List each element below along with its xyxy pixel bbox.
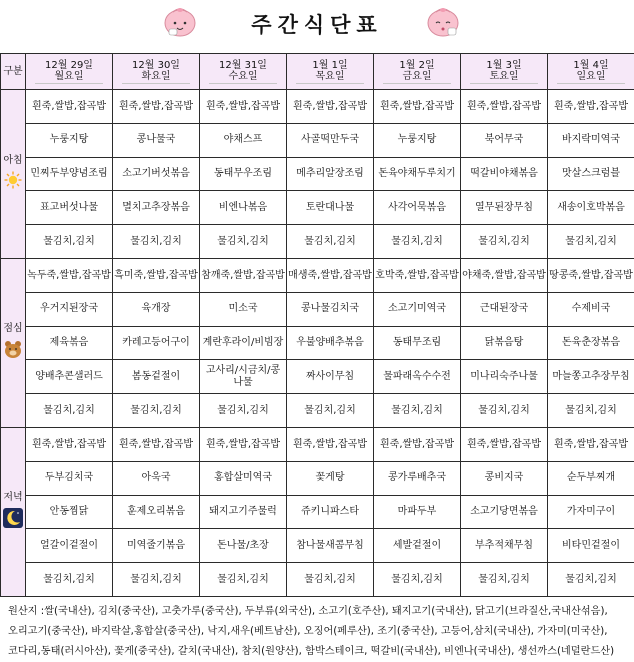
bear-icon (3, 351, 23, 362)
menu-cell: 토란대나물 (287, 191, 374, 225)
origin-line: 코다리,동태(러시아산), 꽃게(중국산), 갈치(국내산), 참치(원양산), 함박스테이크, 떡갈비(국내산), 비엔나(국내산), 생선까스(네덜란드산) (8, 642, 634, 662)
menu-cell: 순두부찌개 (548, 461, 634, 495)
menu-cell: 물김치,김치 (461, 225, 548, 259)
day-weekday: 금요일 (383, 71, 451, 84)
menu-cell: 물김치,김치 (461, 563, 548, 597)
menu-cell: 흰죽,쌀밥,잡곡밥 (200, 427, 287, 461)
menu-cell: 마늘쫑고추장무침 (548, 360, 634, 394)
origin-info (8, 602, 634, 662)
menu-cell: 사골떡만두국 (287, 123, 374, 157)
menu-cell: 떡갈비야채볶음 (461, 157, 548, 191)
menu-cell: 땅콩죽,쌀밥,잡곡밥 (548, 258, 634, 292)
menu-cell: 물김치,김치 (200, 225, 287, 259)
menu-cell: 물김치,김치 (26, 394, 113, 428)
menu-cell: 돼지고기주물럭 (200, 495, 287, 529)
menu-cell: 고사리/시금치/콩나물 (200, 360, 287, 394)
peach-face-icon (426, 4, 460, 38)
menu-cell: 수제비국 (548, 292, 634, 326)
page-title: 주간식단표 (0, 9, 634, 39)
day-date: 12월 29일 (27, 60, 111, 72)
menu-cell: 누룽지탕 (26, 123, 113, 157)
menu-cell: 흰죽,쌀밥,잡곡밥 (548, 427, 634, 461)
menu-cell: 물김치,김치 (374, 563, 461, 597)
menu-cell: 흰죽,쌀밥,잡곡밥 (374, 90, 461, 124)
menu-row (1, 191, 634, 225)
menu-cell: 매생죽,쌀밥,잡곡밥 (287, 258, 374, 292)
menu-cell: 짜사이무침 (287, 360, 374, 394)
menu-cell: 콩가루배추국 (374, 461, 461, 495)
menu-cell: 흰죽,쌀밥,잡곡밥 (26, 427, 113, 461)
day-header (374, 54, 461, 90)
menu-cell: 참나물새콤무침 (287, 529, 374, 563)
menu-cell: 부추적채무침 (461, 529, 548, 563)
day-weekday: 토요일 (470, 71, 538, 84)
menu-cell: 맛살스크럼블 (548, 157, 634, 191)
menu-cell: 양배추콘샐러드 (26, 360, 113, 394)
menu-row (1, 90, 634, 124)
menu-cell: 흰죽,쌀밥,잡곡밥 (374, 427, 461, 461)
day-date: 1월 2일 (375, 60, 459, 72)
menu-cell: 흰죽,쌀밥,잡곡밥 (200, 90, 287, 124)
menu-cell: 물김치,김치 (26, 225, 113, 259)
day-weekday: 수요일 (209, 71, 277, 84)
menu-cell: 물김치,김치 (113, 563, 200, 597)
menu-cell: 우거지된장국 (26, 292, 113, 326)
menu-cell: 마파두부 (374, 495, 461, 529)
menu-row (1, 495, 634, 529)
menu-cell: 계란후라이/비빔장 (200, 326, 287, 360)
menu-cell: 새송이호박볶음 (548, 191, 634, 225)
header-row (1, 54, 634, 90)
menu-cell: 열무된장무침 (461, 191, 548, 225)
menu-cell: 미역줄기볶음 (113, 529, 200, 563)
meal-label-cell (1, 427, 26, 596)
meal-name: 저녁 (2, 492, 24, 504)
menu-cell: 물김치,김치 (287, 394, 374, 428)
header-label: 구분 (1, 54, 26, 90)
menu-cell: 물김치,김치 (200, 563, 287, 597)
day-header (200, 54, 287, 90)
menu-cell: 물파래옥수수전 (374, 360, 461, 394)
menu-row (1, 326, 634, 360)
menu-cell: 흰죽,쌀밥,잡곡밥 (113, 90, 200, 124)
menu-cell: 흰죽,쌀밥,잡곡밥 (461, 90, 548, 124)
page-header (0, 0, 634, 47)
meal-name: 점심 (2, 323, 24, 335)
day-date: 1월 4일 (549, 60, 633, 72)
day-weekday: 월요일 (35, 71, 103, 84)
menu-cell: 흰죽,쌀밥,잡곡밥 (113, 427, 200, 461)
menu-cell: 녹두죽,쌀밥,잡곡밥 (26, 258, 113, 292)
menu-cell: 우불양배추볶음 (287, 326, 374, 360)
sun-icon (4, 181, 22, 192)
menu-cell: 물김치,김치 (113, 225, 200, 259)
menu-cell: 멸치고추장볶음 (113, 191, 200, 225)
menu-row (1, 461, 634, 495)
menu-cell: 물김치,김치 (461, 394, 548, 428)
menu-cell: 아욱국 (113, 461, 200, 495)
menu-cell: 야채스프 (200, 123, 287, 157)
day-weekday: 화요일 (122, 71, 190, 84)
moon-icon (3, 520, 23, 531)
day-header (26, 54, 113, 90)
menu-cell: 쥬키니파스타 (287, 495, 374, 529)
menu-cell: 소고기당면볶음 (461, 495, 548, 529)
menu-row (1, 563, 634, 597)
origin-line: 오리고기(중국산), 바지락살,홍합살(중국산), 낙지,새우(베트남산), 오징어(페루산), 조기(중국산), 고등어,삼치(국내산), 가자미(미국산), (8, 622, 634, 642)
menu-cell: 제육볶음 (26, 326, 113, 360)
menu-cell: 물김치,김치 (548, 394, 634, 428)
day-header (113, 54, 200, 90)
menu-cell: 봄동겉절이 (113, 360, 200, 394)
menu-cell: 물김치,김치 (548, 563, 634, 597)
menu-cell: 콩비지국 (461, 461, 548, 495)
menu-cell: 흰죽,쌀밥,잡곡밥 (287, 90, 374, 124)
menu-cell: 동태무조림 (374, 326, 461, 360)
menu-cell: 흰죽,쌀밥,잡곡밥 (287, 427, 374, 461)
menu-row (1, 292, 634, 326)
menu-cell: 소고기미역국 (374, 292, 461, 326)
menu-row (1, 123, 634, 157)
menu-cell: 흰죽,쌀밥,잡곡밥 (548, 90, 634, 124)
menu-cell: 가자미구이 (548, 495, 634, 529)
menu-row (1, 225, 634, 259)
menu-cell: 물김치,김치 (548, 225, 634, 259)
day-date: 12월 31일 (201, 60, 285, 72)
origin-line: 원산지 :쌀(국내산), 김치(중국산), 고춧가루(중국산), 두부류(외국산), 소고기(호주산), 돼지고기(국내산), 닭고기(브라질산,국내산섞음), (8, 602, 634, 622)
menu-cell: 육개장 (113, 292, 200, 326)
menu-cell: 바지락미역국 (548, 123, 634, 157)
menu-cell: 민찌두부양념조림 (26, 157, 113, 191)
menu-row (1, 394, 634, 428)
menu-row (1, 529, 634, 563)
menu-cell: 훈제오리볶음 (113, 495, 200, 529)
menu-cell: 물김치,김치 (200, 394, 287, 428)
menu-cell: 콩나물김치국 (287, 292, 374, 326)
menu-cell: 얼갈이겉절이 (26, 529, 113, 563)
menu-cell: 북어무국 (461, 123, 548, 157)
menu-cell: 꽃게탕 (287, 461, 374, 495)
menu-cell: 호박죽,쌀밥,잡곡밥 (374, 258, 461, 292)
day-header (461, 54, 548, 90)
menu-cell: 표고버섯나물 (26, 191, 113, 225)
menu-cell: 소고기버섯볶음 (113, 157, 200, 191)
menu-cell: 물김치,김치 (287, 225, 374, 259)
menu-row (1, 427, 634, 461)
menu-cell: 흑미죽,쌀밥,잡곡밥 (113, 258, 200, 292)
menu-cell: 물김치,김치 (374, 394, 461, 428)
menu-cell: 두부김치국 (26, 461, 113, 495)
day-date: 1월 1일 (288, 60, 372, 72)
menu-cell: 비타민겉절이 (548, 529, 634, 563)
menu-cell: 물김치,김치 (113, 394, 200, 428)
menu-cell: 물김치,김치 (26, 563, 113, 597)
weekly-menu-table (0, 53, 634, 597)
menu-cell: 메추리알장조림 (287, 157, 374, 191)
menu-row (1, 258, 634, 292)
menu-cell: 돈육야채두루치기 (374, 157, 461, 191)
menu-cell: 흰죽,쌀밥,잡곡밥 (461, 427, 548, 461)
menu-cell: 근대된장국 (461, 292, 548, 326)
day-weekday: 목요일 (296, 71, 364, 84)
menu-row (1, 157, 634, 191)
meal-label-cell (1, 90, 26, 259)
menu-cell: 세발겉절이 (374, 529, 461, 563)
day-weekday: 일요일 (557, 71, 625, 84)
meal-name: 아침 (2, 155, 24, 167)
day-date: 12월 30일 (114, 60, 198, 72)
menu-cell: 미소국 (200, 292, 287, 326)
menu-cell: 홍합살미역국 (200, 461, 287, 495)
menu-cell: 안동찜닭 (26, 495, 113, 529)
menu-cell: 미나리숙주나물 (461, 360, 548, 394)
menu-cell: 물김치,김치 (287, 563, 374, 597)
meal-label-cell (1, 258, 26, 427)
menu-cell: 사각어묵볶음 (374, 191, 461, 225)
menu-cell: 돈나물/초장 (200, 529, 287, 563)
menu-cell: 흰죽,쌀밥,잡곡밥 (26, 90, 113, 124)
menu-cell: 물김치,김치 (374, 225, 461, 259)
menu-cell: 야채죽,쌀밥,잡곡밥 (461, 258, 548, 292)
menu-cell: 콩나물국 (113, 123, 200, 157)
day-header (287, 54, 374, 90)
menu-cell: 닭볶음탕 (461, 326, 548, 360)
menu-row (1, 360, 634, 394)
menu-cell: 카레고등어구이 (113, 326, 200, 360)
menu-cell: 비엔나볶음 (200, 191, 287, 225)
menu-cell: 누룽지탕 (374, 123, 461, 157)
menu-cell: 돈육춘장볶음 (548, 326, 634, 360)
day-header (548, 54, 634, 90)
menu-cell: 참깨죽,쌀밥,잡곡밥 (200, 258, 287, 292)
menu-cell: 동태무우조림 (200, 157, 287, 191)
day-date: 1월 3일 (462, 60, 546, 72)
